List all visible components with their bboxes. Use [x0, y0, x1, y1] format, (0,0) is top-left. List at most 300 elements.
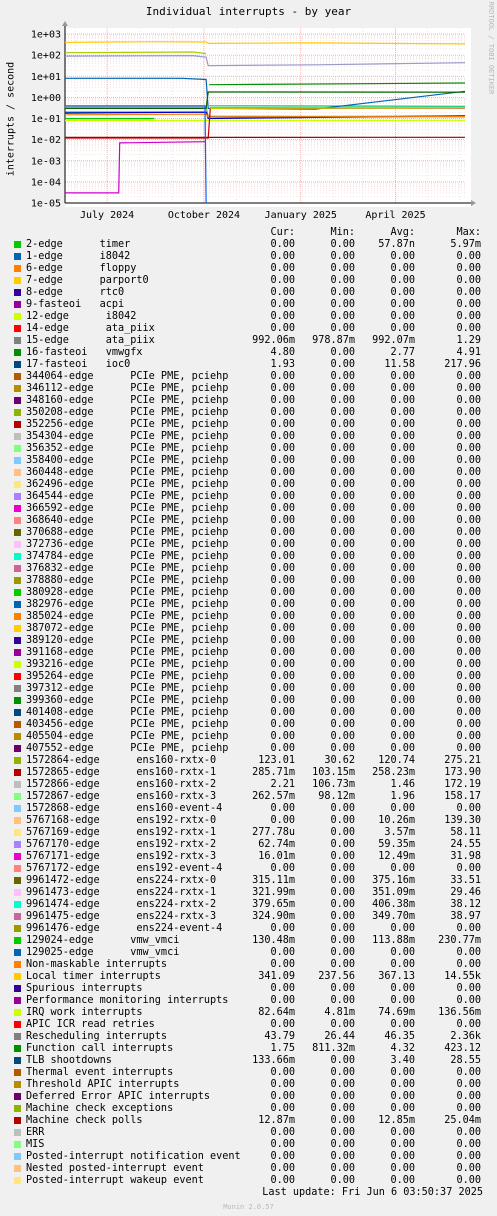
legend-row: [0, 851, 497, 863]
legend-min: 0.00: [330, 839, 355, 850]
legend-swatch: [14, 433, 21, 440]
legend-label: 8-edge rtc0: [26, 287, 125, 298]
legend-cur: 12.87m: [258, 1115, 295, 1126]
legend-max: 275.21: [444, 755, 481, 766]
legend-avg: 0.00: [390, 1079, 415, 1090]
legend-label: 9-fasteoi acpi: [26, 299, 125, 310]
legend-row: [0, 731, 497, 743]
legend-avg: 0.00: [390, 443, 415, 454]
legend-row: [0, 791, 497, 803]
legend-cur: 0.00: [270, 539, 295, 550]
series-line: [210, 108, 465, 109]
legend-min: 0.00: [330, 683, 355, 694]
legend-avg: 1.96: [390, 791, 415, 802]
legend-row: [0, 899, 497, 911]
legend-avg: 0.00: [390, 563, 415, 574]
legend-swatch: [14, 637, 21, 644]
legend-avg: 1.46: [390, 779, 415, 790]
legend-swatch: [14, 709, 21, 716]
legend-max: 0.00: [456, 575, 481, 586]
legend-row: [0, 743, 497, 755]
legend-min: 0.00: [330, 647, 355, 658]
legend-cur: 1.75: [270, 1043, 295, 1054]
legend-cur: 0.00: [270, 1103, 295, 1114]
legend-max: 58.11: [450, 827, 481, 838]
legend-row: [0, 455, 497, 467]
legend-max: 0.00: [456, 503, 481, 514]
legend-cur: 0.00: [270, 923, 295, 934]
legend-min: 0.00: [330, 743, 355, 754]
legend-cur: 0.00: [270, 743, 295, 754]
legend-avg: 0.00: [390, 1163, 415, 1174]
legend-swatch: [14, 745, 21, 752]
legend-cur: 0.00: [270, 575, 295, 586]
y-axis-arrow: [62, 21, 68, 26]
legend-label: 382976-edge PCIe PME, pciehp: [26, 599, 229, 610]
legend-row: [0, 1139, 497, 1151]
legend-avg: 0.00: [390, 743, 415, 754]
legend-avg: 0.00: [390, 623, 415, 634]
legend-swatch: [14, 493, 21, 500]
legend-swatch: [14, 625, 21, 632]
legend-label: 9961475-edge ens224-rxtx-3: [26, 911, 217, 922]
legend-max: 172.19: [444, 779, 481, 790]
legend-row: [0, 887, 497, 899]
legend-max: 24.55: [450, 839, 481, 850]
legend-min: 0.00: [330, 1175, 355, 1186]
legend-row: [0, 779, 497, 791]
legend-avg: 0.00: [390, 635, 415, 646]
legend-row: [0, 1151, 497, 1163]
legend-max: 136.56m: [438, 1007, 481, 1018]
legend-label: 1572867-edge ens160-rxtx-3: [26, 791, 217, 802]
legend-swatch: [14, 1021, 21, 1028]
legend-min: 0.00: [330, 275, 355, 286]
legend-max: 0.00: [456, 455, 481, 466]
legend-label: 129025-edge vmw_vmci: [26, 947, 180, 958]
legend-row: [0, 1127, 497, 1139]
legend-cur: 82.64m: [258, 1007, 295, 1018]
legend-cur: 0.00: [270, 947, 295, 958]
legend-avg: 0.00: [390, 287, 415, 298]
legend-cur: 0.00: [270, 515, 295, 526]
legend-swatch: [14, 385, 21, 392]
legend-row: [0, 587, 497, 599]
legend-swatch: [14, 1165, 21, 1172]
legend-row: [0, 539, 497, 551]
legend-label: 391168-edge PCIe PME, pciehp: [26, 647, 229, 658]
legend-cur: 16.01m: [258, 851, 295, 862]
legend-avg: 0.00: [390, 995, 415, 1006]
legend-label: 9961474-edge ens224-rxtx-2: [26, 899, 217, 910]
legend-cur: 1.93: [270, 359, 295, 370]
legend-max: 0.00: [456, 1079, 481, 1090]
legend-max: 0.00: [456, 539, 481, 550]
legend-cur: 0.00: [270, 383, 295, 394]
legend-label: 15-edge ata_piix: [26, 335, 155, 346]
legend-swatch: [14, 1153, 21, 1160]
legend-row: [0, 1163, 497, 1175]
legend-swatch: [14, 1093, 21, 1100]
legend-swatch: [14, 409, 21, 416]
legend-swatch: [14, 961, 21, 968]
legend-avg: 57.87n: [378, 239, 415, 250]
legend-avg: 12.49m: [378, 851, 415, 862]
legend-label: 374784-edge PCIe PME, pciehp: [26, 551, 229, 562]
legend-max: 4.91: [456, 347, 481, 358]
x-tick-label: October 2024: [167, 210, 241, 221]
legend-swatch: [14, 973, 21, 980]
legend-cur: 341.09: [258, 971, 295, 982]
legend-cur: 262.57m: [252, 791, 295, 802]
legend-max: 0.00: [456, 1019, 481, 1030]
legend-avg: 0.00: [390, 431, 415, 442]
legend-min: 0.00: [330, 575, 355, 586]
legend-row: [0, 551, 497, 563]
legend-max: 0.00: [456, 587, 481, 598]
legend-row: [0, 563, 497, 575]
legend-min: 0.00: [330, 563, 355, 574]
legend-min: 0.00: [330, 455, 355, 466]
legend-min: 106.73m: [312, 779, 355, 790]
legend-max: 230.77m: [438, 935, 481, 946]
legend-min: 237.56: [318, 971, 355, 982]
legend-cur: 0.00: [270, 611, 295, 622]
legend-avg: 0.00: [390, 695, 415, 706]
legend-row: [0, 755, 497, 767]
legend-label: Rescheduling interrupts: [26, 1031, 168, 1042]
legend-row: [0, 935, 497, 947]
legend-cur: 0.00: [270, 587, 295, 598]
legend-label: 368640-edge PCIe PME, pciehp: [26, 515, 229, 526]
legend-row: [0, 803, 497, 815]
legend-max: 0.00: [456, 467, 481, 478]
legend-cur: 0.00: [270, 647, 295, 658]
legend-max: 0.00: [456, 959, 481, 970]
y-tick-label: 1e-04: [30, 177, 61, 189]
legend-min: 0.00: [330, 623, 355, 634]
legend-max: 29.46: [450, 887, 481, 898]
legend-label: 376832-edge PCIe PME, pciehp: [26, 563, 229, 574]
legend-max: 0.00: [456, 683, 481, 694]
legend-row: [0, 635, 497, 647]
legend-row: [0, 335, 497, 347]
legend-label: Threshold APIC interrupts: [26, 1079, 180, 1090]
legend-row: [0, 371, 497, 383]
legend-swatch: [14, 817, 21, 824]
legend-max: 0.00: [456, 947, 481, 958]
legend-label: Thermal event interrupts: [26, 1067, 174, 1078]
legend-swatch: [14, 565, 21, 572]
legend-label: 372736-edge PCIe PME, pciehp: [26, 539, 229, 550]
legend-avg: 0.00: [390, 551, 415, 562]
munin-version: Munin 2.0.57: [223, 1203, 274, 1211]
legend-label: 366592-edge PCIe PME, pciehp: [26, 503, 229, 514]
legend-row: [0, 623, 497, 635]
legend-max: 28.55: [450, 1055, 481, 1066]
legend-swatch: [14, 997, 21, 1004]
legend-cur: 0.00: [270, 419, 295, 430]
legend-label: 395264-edge PCIe PME, pciehp: [26, 671, 229, 682]
legend-swatch: [14, 601, 21, 608]
legend-min: 0.00: [330, 635, 355, 646]
legend-min: 0.00: [330, 803, 355, 814]
legend-avg: 0.00: [390, 515, 415, 526]
legend-row: [0, 599, 497, 611]
legend-cur: 0.00: [270, 983, 295, 994]
legend-avg: 0.00: [390, 1019, 415, 1030]
legend-row: [0, 671, 497, 683]
legend-cur: 0.00: [270, 623, 295, 634]
legend-min: 0.00: [330, 515, 355, 526]
legend-label: 364544-edge PCIe PME, pciehp: [26, 491, 229, 502]
legend-cur: 0.00: [270, 371, 295, 382]
legend-swatch: [14, 277, 21, 284]
legend-swatch: [14, 253, 21, 260]
legend-min: 0.00: [330, 383, 355, 394]
legend-header: [0, 227, 497, 239]
legend-avg: 0.00: [390, 983, 415, 994]
legend-swatch: [14, 901, 21, 908]
y-axis-label: interrupts / second: [5, 61, 17, 177]
legend-cur: 0.00: [270, 275, 295, 286]
legend-min: 0.00: [330, 479, 355, 490]
legend-swatch: [14, 937, 21, 944]
legend-swatch: [14, 757, 21, 764]
legend-label: 1-edge i8042: [26, 251, 131, 262]
legend-swatch: [14, 361, 21, 368]
legend-row: [0, 443, 497, 455]
legend-row: [0, 1091, 497, 1103]
legend-avg: 11.58: [384, 359, 415, 370]
legend-avg: 406.38m: [372, 899, 415, 910]
legend-cur: 0.00: [270, 683, 295, 694]
legend-label: 360448-edge PCIe PME, pciehp: [26, 467, 229, 478]
legend-label: ERR: [26, 1127, 45, 1138]
legend-max: 0.00: [456, 707, 481, 718]
legend-swatch: [14, 913, 21, 920]
legend-avg: 0.00: [390, 959, 415, 970]
legend-avg: 4.32: [390, 1043, 415, 1054]
y-tick-label: 1e+03: [30, 29, 61, 41]
legend-row: [0, 275, 497, 287]
legend-row: [0, 1043, 497, 1055]
legend-row: [0, 839, 497, 851]
legend-row: [0, 983, 497, 995]
legend-min: 4.81m: [324, 1007, 355, 1018]
legend-max: 33.51: [450, 875, 481, 886]
legend-label: 12-edge i8042: [26, 311, 137, 322]
y-tick-label: 1e+02: [30, 50, 61, 62]
legend-max: 0.00: [456, 491, 481, 502]
header-max: Max:: [456, 227, 481, 238]
legend-avg: 0.00: [390, 707, 415, 718]
legend-min: 0.00: [330, 995, 355, 1006]
legend-max: 0.00: [456, 263, 481, 274]
legend-avg: 0.00: [390, 803, 415, 814]
legend-label: 346112-edge PCIe PME, pciehp: [26, 383, 229, 394]
legend-avg: 120.74: [378, 755, 415, 766]
legend-label: 401408-edge PCIe PME, pciehp: [26, 707, 229, 718]
legend-max: 0.00: [456, 719, 481, 730]
legend-cur: 0.00: [270, 551, 295, 562]
legend-row: [0, 419, 497, 431]
legend-avg: 0.00: [390, 251, 415, 262]
legend-swatch: [14, 337, 21, 344]
legend-label: TLB shootdowns: [26, 1055, 112, 1066]
legend-row: [0, 971, 497, 983]
legend-row: [0, 719, 497, 731]
legend-row: [0, 491, 497, 503]
legend-cur: 0.00: [270, 1163, 295, 1174]
legend-row: [0, 707, 497, 719]
legend-swatch: [14, 877, 21, 884]
legend-swatch: [14, 349, 21, 356]
legend-label: 393216-edge PCIe PME, pciehp: [26, 659, 229, 670]
legend-avg: 0.00: [390, 611, 415, 622]
legend-label: 1572868-edge ens160-event-4: [26, 803, 223, 814]
legend-cur: 62.74m: [258, 839, 295, 850]
legend-cur: 43.79: [264, 1031, 295, 1042]
legend-swatch: [14, 541, 21, 548]
legend-cur: 123.01: [258, 755, 295, 766]
legend-row: [0, 479, 497, 491]
legend-row: [0, 767, 497, 779]
legend-max: 0.00: [456, 743, 481, 754]
legend-min: 0.00: [330, 659, 355, 670]
legend-avg: 0.00: [390, 1151, 415, 1162]
legend-label: 9961473-edge ens224-rxtx-1: [26, 887, 217, 898]
legend-avg: 0.00: [390, 299, 415, 310]
legend-max: 38.97: [450, 911, 481, 922]
legend-min: 0.00: [330, 707, 355, 718]
legend-cur: 285.71m: [252, 767, 295, 778]
legend-row: [0, 815, 497, 827]
legend-avg: 0.00: [390, 275, 415, 286]
legend-row: [0, 359, 497, 371]
legend-swatch: [14, 1081, 21, 1088]
legend-label: 387072-edge PCIe PME, pciehp: [26, 623, 229, 634]
legend-label: Machine check exceptions: [26, 1103, 174, 1114]
legend-avg: 351.09m: [372, 887, 415, 898]
legend-cur: 324.90m: [252, 911, 295, 922]
legend-cur: 4.80: [270, 347, 295, 358]
legend-min: 0.00: [330, 395, 355, 406]
legend-min: 0.00: [330, 491, 355, 502]
legend-row: [0, 467, 497, 479]
legend-cur: 0.00: [270, 503, 295, 514]
legend-label: 350208-edge PCIe PME, pciehp: [26, 407, 229, 418]
legend-label: MIS: [26, 1139, 45, 1150]
legend-label: 356352-edge PCIe PME, pciehp: [26, 443, 229, 454]
legend-avg: 0.00: [390, 671, 415, 682]
legend-min: 0.00: [330, 671, 355, 682]
legend-avg: 0.00: [390, 683, 415, 694]
legend-avg: 0.00: [390, 311, 415, 322]
legend-swatch: [14, 481, 21, 488]
legend-cur: 277.78u: [252, 827, 295, 838]
legend-label: 397312-edge PCIe PME, pciehp: [26, 683, 229, 694]
legend-min: 0.00: [330, 935, 355, 946]
legend-swatch: [14, 577, 21, 584]
legend-cur: 133.66m: [252, 1055, 295, 1066]
legend-swatch: [14, 925, 21, 932]
legend-max: 0.00: [456, 995, 481, 1006]
legend-cur: 0.00: [270, 671, 295, 682]
y-tick-label: 1e-01: [30, 114, 61, 125]
legend-avg: 0.00: [390, 947, 415, 958]
legend-label: Local timer interrupts: [26, 971, 161, 982]
legend-max: 217.96: [444, 359, 481, 370]
legend-min: 30.62: [324, 755, 355, 766]
legend-avg: 0.00: [390, 575, 415, 586]
legend-avg: 0.00: [390, 371, 415, 382]
legend-max: 0.00: [456, 1127, 481, 1138]
legend-min: 0.00: [330, 359, 355, 370]
legend-avg: 0.00: [390, 491, 415, 502]
legend-label: 9961472-edge ens224-rxtx-0: [26, 875, 217, 886]
x-tick-label: January 2025: [264, 210, 337, 221]
legend-cur: 0.00: [270, 479, 295, 490]
legend-cur: 0.00: [270, 1139, 295, 1150]
legend-cur: 0.00: [270, 263, 295, 274]
legend-max: 25.04m: [444, 1115, 481, 1126]
legend-swatch: [14, 1069, 21, 1076]
legend-label: 352256-edge PCIe PME, pciehp: [26, 419, 229, 430]
legend-min: 0.00: [330, 911, 355, 922]
legend-min: 0.00: [330, 287, 355, 298]
legend-swatch: [14, 421, 21, 428]
legend-swatch: [14, 301, 21, 308]
legend-max: 31.98: [450, 851, 481, 862]
legend-label: Machine check polls: [26, 1115, 143, 1126]
legend-swatch: [14, 241, 21, 248]
legend-row: [0, 503, 497, 515]
legend-avg: 349.70m: [372, 911, 415, 922]
legend-avg: 0.00: [390, 263, 415, 274]
legend-cur: 0.00: [270, 491, 295, 502]
legend-avg: 258.23m: [372, 767, 415, 778]
legend-min: 0.00: [330, 1091, 355, 1102]
legend-avg: 0.00: [390, 731, 415, 742]
legend-cur: 315.11m: [252, 875, 295, 886]
legend-max: 0.00: [456, 287, 481, 298]
legend-swatch: [14, 445, 21, 452]
y-tick-label: 1e-03: [30, 156, 61, 168]
legend-max: 0.00: [456, 863, 481, 874]
legend-max: 0.00: [456, 623, 481, 634]
legend-swatch: [14, 985, 21, 992]
legend-avg: 0.00: [390, 1067, 415, 1078]
legend-row: [0, 1175, 497, 1187]
legend-swatch: [14, 529, 21, 536]
legend-max: 0.00: [456, 1163, 481, 1174]
legend-max: 0.00: [456, 371, 481, 382]
legend-avg: 2.77: [390, 347, 415, 358]
legend-label: 6-edge floppy: [26, 263, 137, 274]
legend-row: [0, 515, 497, 527]
legend-min: 0.00: [330, 899, 355, 910]
legend-row: [0, 1079, 497, 1091]
legend-label: 358400-edge PCIe PME, pciehp: [26, 455, 229, 466]
legend-cur: 0.00: [270, 695, 295, 706]
legend-label: 1572864-edge ens160-rxtx-0: [26, 755, 217, 766]
legend-swatch: [14, 613, 21, 620]
legend-min: 0.00: [330, 1067, 355, 1078]
legend-row: [0, 947, 497, 959]
legend-swatch: [14, 949, 21, 956]
legend-cur: 0.00: [270, 1019, 295, 1030]
